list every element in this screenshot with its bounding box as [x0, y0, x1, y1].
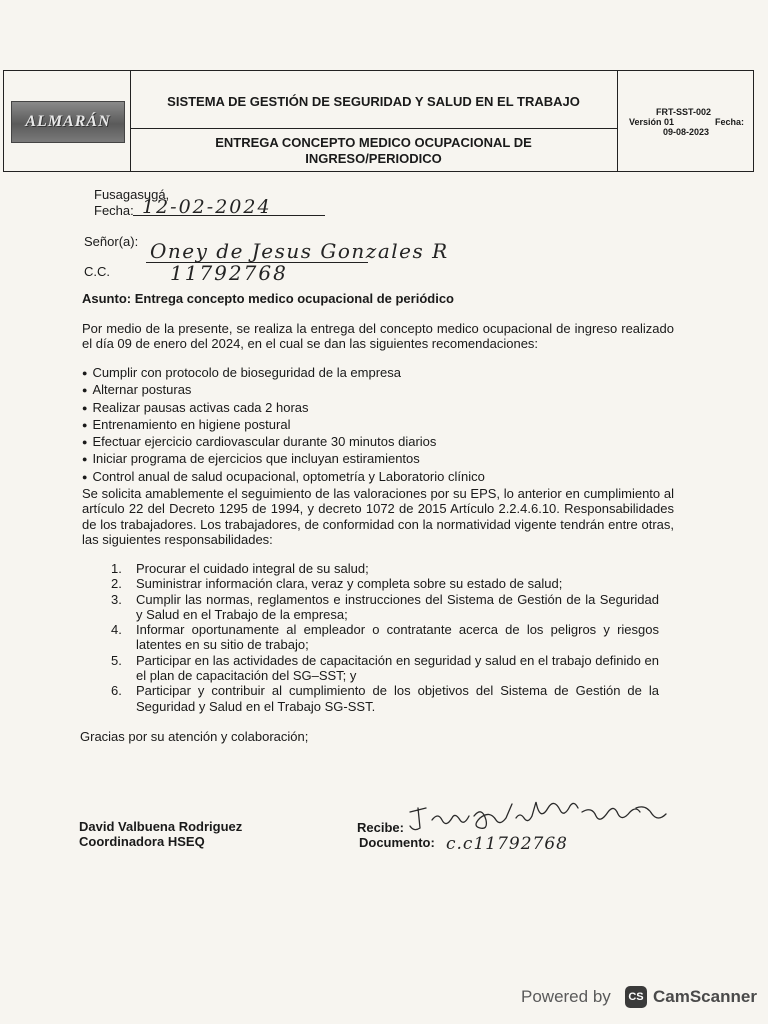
- responsibility-item: 5. Participar en las actividades de capacitación en seguridad y salud en el trabajo definido en el plan de capacitación del SG–SST; y: [111, 652, 659, 684]
- fecha-handwritten: 12-02-2024: [142, 196, 272, 218]
- document-date-label: Fecha:: [715, 117, 745, 127]
- recommendation-item: ● Realizar pausas activas cada 2 horas: [82, 400, 682, 417]
- senor-label: Señor(a):: [84, 234, 139, 249]
- document-title-line: INGRESO/PERIODICO: [305, 151, 442, 166]
- cc-label: C.C.: [84, 264, 110, 279]
- company-logo-text: ALMARÁN: [25, 113, 111, 130]
- document-date: 09-08-2023: [663, 127, 710, 137]
- documento-label: Documento:: [359, 835, 435, 850]
- document-code: FRT-SST-002: [656, 107, 712, 117]
- closing: Gracias por su atención y colaboración;: [80, 729, 309, 744]
- header-divider: [617, 71, 618, 171]
- cc-handwritten: 11792768: [170, 261, 288, 285]
- camscanner-brand: CamScanner: [653, 987, 757, 1006]
- fecha-label: Fecha:: [94, 203, 134, 218]
- company-logo: [11, 101, 125, 143]
- intro-paragraph: Por medio de la presente, se realiza la entrega del concepto medico ocupacional de ingreso realizado el día 09 de enero del 2024, en el cual se dan las siguientes recomendaciones:: [82, 321, 674, 352]
- camscanner-icon-text: CS: [628, 991, 644, 1003]
- recipient-name-handwritten: Oney de Jesus Gonzales R: [150, 239, 449, 263]
- document-title: [130, 135, 617, 167]
- recommendation-item: ● Iniciar programa de ejercicios que incluyan estiramientos: [82, 451, 682, 468]
- recipient-signature: [404, 798, 676, 838]
- document-header: [3, 70, 754, 172]
- recibe-label: Recibe:: [357, 820, 404, 835]
- header-divider: [130, 128, 617, 129]
- document-version: Versión 01: [629, 117, 675, 127]
- sender-name: David Valbuena Rodriguez: [79, 819, 243, 834]
- legal-paragraph: Se solicita amablemente el seguimiento de las valoraciones por su EPS, lo anterior en cumplimiento al artículo 22 del Decreto 1295 de 1994, y decreto 1072 de 2015 Artículo 2.2.4.6.10. Responsabilidades de los trabajadores. Los trabajadores, de conformidad con la normatividad vigente tendrán entre otras, las siguientes responsabilidades:: [82, 486, 674, 547]
- city: Fusagasugá,: [94, 187, 170, 202]
- responsibility-item: 3. Cumplir las normas, reglamentos e instrucciones del Sistema de Gestión de la Seguridad y Salud en el Trabajo de la empresa;: [111, 591, 659, 622]
- recommendation-item: ● Alternar posturas: [82, 382, 682, 399]
- system-title: SISTEMA DE GESTIÓN DE SEGURIDAD Y SALUD EN EL TRABAJO: [167, 94, 580, 109]
- responsibility-item: 2. Suministrar información clara, veraz y completa sobre su estado de salud;: [111, 576, 563, 592]
- responsibility-item: 4. Informar oportunamente al empleador o contratante acerca de los peligros y riesgos latentes en su sitio de trabajo;: [111, 622, 659, 653]
- recommendation-item: ● Control anual de salud ocupacional, optometría y Laboratorio clínico: [82, 469, 682, 486]
- sender-role: Coordinadora HSEQ: [79, 834, 205, 849]
- camscanner-icon: [625, 986, 647, 1008]
- recommendations-list: [82, 365, 682, 486]
- fecha-underline: [133, 215, 325, 216]
- signature-stroke: [410, 802, 666, 830]
- responsibilities-list: [111, 561, 659, 714]
- recommendation-item: ● Efectuar ejercicio cardiovascular durante 30 minutos diarios: [82, 434, 682, 451]
- subject: Asunto: Entrega concepto medico ocupacional de periódico: [82, 291, 454, 306]
- responsibility-item: 1. Procurar el cuidado integral de su salud;: [111, 561, 369, 576]
- recommendation-item: ● Cumplir con protocolo de bioseguridad de la empresa: [82, 365, 682, 382]
- responsibility-item: 6. Participar y contribuir al cumplimiento de los objetivos del Sistema de Gestión de la Seguridad y Salud en el Trabajo SG-SST.: [111, 683, 659, 714]
- document-title-line: ENTREGA CONCEPTO MEDICO OCUPACIONAL DE: [215, 135, 532, 150]
- powered-by-text: Powered by: [521, 987, 611, 1006]
- documento-handwritten: c.c11792768: [446, 834, 568, 854]
- recommendation-item: ● Entrenamiento en higiene postural: [82, 417, 682, 434]
